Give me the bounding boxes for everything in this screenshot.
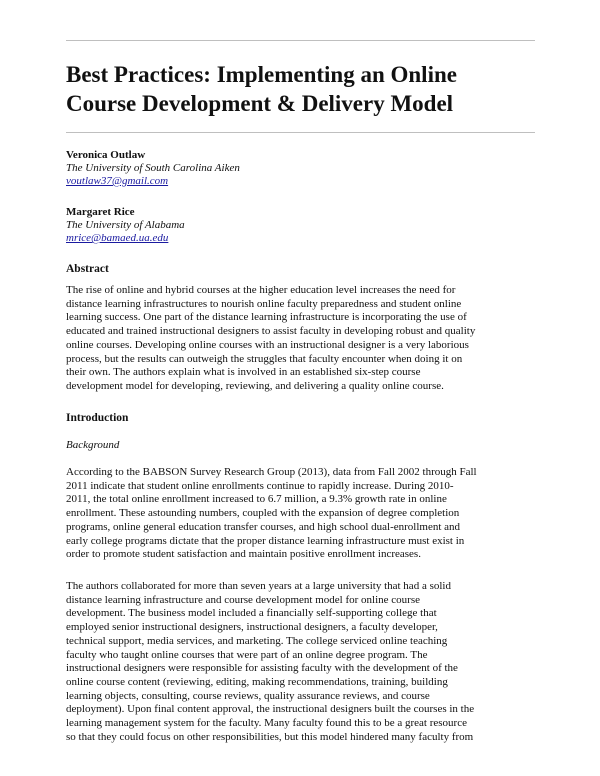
author-affiliation: The University of Alabama <box>66 219 185 231</box>
text-line: early college programs dictate that the proper distance learning infrastructure must exist in <box>66 534 465 547</box>
text-line: learning management system for the faculty. Many faculty found this to be a great resource <box>66 717 467 730</box>
text-line: online course content (reviewing, editing, making recommendations, training, building <box>66 675 448 688</box>
text-line: distance learning infrastructures to nourish online faculty preparedness and student online <box>66 297 462 310</box>
author-block <box>66 149 536 188</box>
title-line: Best Practices: Implementing an Online <box>66 62 457 87</box>
text-line: development model for developing, reviewing, and delivering a quality online course. <box>66 379 444 392</box>
author-email-link[interactable]: mrice@bamaed.ua.edu <box>66 232 169 244</box>
body-paragraph <box>66 466 538 562</box>
text-line: their own. The authors explain what is involved in an established six-step course <box>66 366 421 379</box>
text-line: faculty who taught online courses that were part of an online degree program. The <box>66 648 428 661</box>
text-line: development. The business model included a financially self-supporting college that <box>66 607 437 620</box>
text-line: deployment). Upon final content approval, the instructional designers built the courses in the <box>66 703 475 716</box>
text-line: order to promote student satisfaction and maintain positive enrollment increases. <box>66 548 421 561</box>
text-line: instructional designers were responsible for assisting faculty with the development of the <box>66 662 458 675</box>
top-rule <box>66 40 535 41</box>
text-line: 2011 indicate that student online enrollments continue to rapidly increase. During 2010- <box>66 479 454 492</box>
text-line: The rise of online and hybrid courses at the higher education level increases the need for <box>66 284 456 296</box>
text-line: The authors collaborated for more than seven years at a large university that had a solid <box>66 580 451 592</box>
text-line: employed senior instructional designers, instructional designers, a faculty developer, <box>66 621 438 634</box>
text-line: online courses. Developing online courses with an instructional designer is a very laborious <box>66 338 469 351</box>
author-email-link[interactable]: voutlaw37@gmail.com <box>66 175 169 187</box>
author-name: Margaret Rice <box>66 206 135 218</box>
text-line: technical support, media services, and marketing. The college serviced online teaching <box>66 634 448 647</box>
text-line: According to the BABSON Survey Research Group (2013), data from Fall 2002 through Fall <box>66 466 477 478</box>
text-line: programs, online general education transfer courses, and high school dual-enrollment and <box>66 520 461 533</box>
title-rule <box>66 132 535 133</box>
text-line: so that they could focus on other responsibilities, but this model hindered many faculty from <box>66 730 474 743</box>
text-line: educated and trained instructional designers to assist faculty in developing robust and quality <box>66 325 476 338</box>
introduction-heading: Introduction <box>66 412 129 424</box>
abstract-heading: Abstract <box>66 263 109 275</box>
text-line: 2011, the total online enrollment increased to 6.7 million, a 9.3% growth rate in online <box>66 493 447 506</box>
text-line: learning success. One part of the distance learning infrastructure is incorporating the use of <box>66 311 467 324</box>
text-line: process, but the results can outweigh the struggles that faculty encounter when doing it on <box>66 352 463 365</box>
paper-title <box>66 60 536 118</box>
title-line: Course Development & Delivery Model <box>66 91 454 116</box>
text-line: learning objects, consulting, course reviews, quality assurance reviews, and course <box>66 689 430 702</box>
text-line: enrollment. These astounding numbers, coupled with the expansion of degree completion <box>66 507 460 520</box>
author-block <box>66 206 536 245</box>
background-subheading: Background <box>66 439 120 451</box>
text-line: distance learning infrastructure and course development model for online course <box>66 593 421 606</box>
abstract-text <box>66 284 538 394</box>
body-paragraph <box>66 580 538 744</box>
author-name: Veronica Outlaw <box>66 149 146 161</box>
author-affiliation: The University of South Carolina Aiken <box>66 162 240 174</box>
